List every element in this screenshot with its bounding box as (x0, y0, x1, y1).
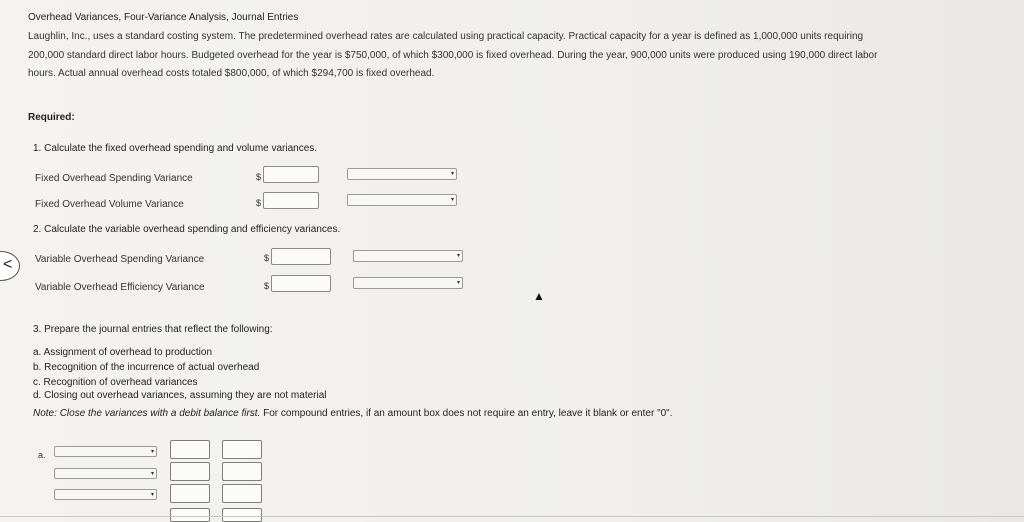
currency-symbol: $ (256, 198, 262, 208)
credit-input-2[interactable] (222, 462, 262, 481)
list-item: b. Recognition of the incurrence of actual overhead (33, 362, 260, 373)
page-title: Overhead Variances, Four-Variance Analysis, Journal Entries (28, 12, 299, 23)
currency-symbol: $ (256, 172, 262, 182)
debit-input-2[interactable] (170, 462, 210, 481)
fixed-volume-amount-input[interactable] (263, 192, 319, 209)
chevron-down-icon: ▾ (456, 280, 460, 286)
debit-input-4[interactable] (170, 508, 210, 522)
chevron-down-icon: ▾ (150, 449, 154, 455)
credit-input-4[interactable] (222, 508, 262, 522)
chevron-down-icon: ▾ (150, 492, 154, 498)
account-select-2[interactable] (54, 468, 157, 479)
chevron-down-icon: ▾ (450, 197, 454, 203)
problem-text (28, 28, 1013, 84)
list-item: a. Assignment of overhead to production (33, 347, 213, 358)
fixed-spending-amount-input[interactable] (263, 166, 319, 183)
debit-input-1[interactable] (170, 440, 210, 459)
problem-line-3: hours. Actual annual overhead costs totaled $800,000, of which $294,700 is fixed overhead. (28, 68, 435, 79)
problem-line-2: 200,000 standard direct labor hours. Budgeted overhead for the year is $750,000, of which $300,000 is fixed overhead. During the year, 900,000 units were produced using 190,000 direct labor (28, 49, 878, 61)
credit-input-1[interactable] (222, 440, 262, 459)
list-item: c. Recognition of overhead variances (33, 377, 198, 388)
problem-line-1: Laughlin, Inc., uses a standard costing system. The predetermined overhead rates are calculated using practical capacity. Practical capacity for a year is defined as 1,000,000 units requiring (28, 31, 864, 42)
account-select-1[interactable] (54, 446, 157, 457)
list-item: d. Closing out overhead variances, assuming they are not material (33, 390, 327, 401)
divider (0, 516, 1024, 517)
note-rest: For compound entries, if an amount box does not require an entry, leave it blank or enter "0". (260, 408, 673, 419)
variable-efficiency-type-select[interactable] (353, 277, 463, 289)
required-heading: Required: (28, 112, 75, 123)
chevron-down-icon: ▾ (150, 471, 154, 477)
q3-prompt: 3. Prepare the journal entries that reflect the following: (33, 324, 273, 335)
entry-a-label: a. (38, 450, 46, 460)
note-italic: Close the variances with a debit balance first. (59, 408, 261, 419)
cursor-icon: ▲ (533, 289, 545, 303)
q1-prompt: 1. Calculate the fixed overhead spending and volume variances. (33, 143, 318, 154)
back-button[interactable] (0, 251, 20, 281)
currency-symbol: $ (264, 281, 270, 291)
account-select-3[interactable] (54, 489, 157, 500)
fixed-spending-type-select[interactable] (347, 168, 457, 180)
fixed-spending-label: Fixed Overhead Spending Variance (35, 173, 193, 184)
fixed-volume-type-select[interactable] (347, 194, 457, 206)
chevron-down-icon: ▾ (450, 171, 454, 177)
instruction-note (33, 408, 673, 419)
debit-input-3[interactable] (170, 484, 210, 503)
variable-efficiency-amount-input[interactable] (271, 275, 331, 292)
chevron-down-icon: ▾ (456, 253, 460, 259)
fixed-volume-label: Fixed Overhead Volume Variance (35, 199, 184, 210)
chevron-left-icon: < (3, 256, 13, 273)
q2-prompt: 2. Calculate the variable overhead spending and efficiency variances. (33, 224, 341, 235)
credit-input-3[interactable] (222, 484, 262, 503)
variable-spending-amount-input[interactable] (271, 248, 331, 265)
note-label: Note: (33, 408, 57, 419)
variable-spending-type-select[interactable] (353, 250, 463, 262)
variable-efficiency-label: Variable Overhead Efficiency Variance (35, 282, 205, 293)
variable-spending-label: Variable Overhead Spending Variance (35, 254, 205, 265)
currency-symbol: $ (264, 253, 270, 263)
